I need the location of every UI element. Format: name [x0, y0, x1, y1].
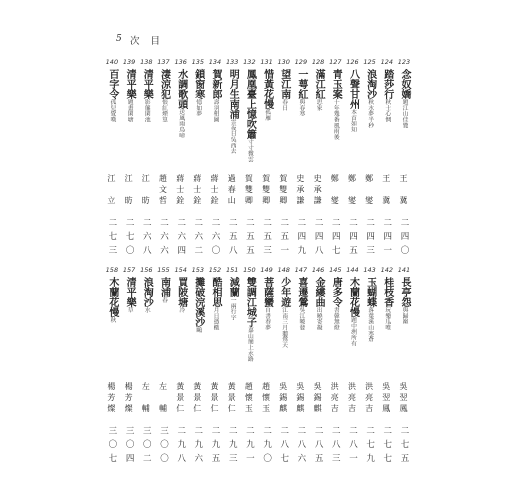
entry-author: 江立: [106, 174, 116, 204]
entry-title: 鳳凰臺上憶吹簫: [244, 69, 256, 139]
entry-author: 趙懷玉: [244, 382, 254, 412]
entry-subtitle: 月日憑檻: [212, 307, 218, 331]
toc-entry: [396, 266, 412, 471]
entry-title-block: [191, 69, 205, 173]
entry-subtitle: 秋士心惆: [383, 99, 390, 123]
entry-title: 望江南: [278, 69, 290, 99]
toc-entry: [362, 266, 378, 471]
entry-title-block: [208, 69, 222, 173]
entry-number: 142: [380, 266, 393, 274]
entry-number: 152: [208, 266, 222, 274]
toc-entry: [138, 266, 154, 471]
entry-title: 淒涼犯: [158, 69, 170, 99]
entry-number: 150: [243, 266, 256, 274]
entry-page: 二七三: [106, 218, 117, 254]
entry-page: 二八六: [295, 426, 306, 462]
entry-title-block: [311, 69, 325, 173]
entry-title: 唐多令: [330, 277, 342, 307]
entry-page: 二八七: [278, 426, 289, 462]
entry-title: 惜黃花慢: [261, 69, 273, 109]
entry-page: 二六〇: [210, 218, 220, 254]
entry-title: 鎖窗寒: [192, 69, 204, 99]
entry-number: 123: [397, 58, 411, 66]
entry-author: 過春山: [227, 174, 237, 204]
entry-subtitle: 嘉山簡上水路: [246, 327, 253, 362]
entry-author: 史承謙: [313, 174, 323, 204]
entry-number: 153: [191, 266, 204, 274]
entry-author: 賀雙卿: [244, 174, 254, 204]
entry-title: 木蘭花慢: [106, 277, 118, 317]
entry-title-block: [328, 69, 342, 173]
entry-title-block: [328, 277, 342, 381]
entry-author: 吳錫麒: [295, 382, 305, 412]
entry-subtitle: 江南三月聽鶯天: [280, 307, 287, 348]
entry-author: 洪亮吉: [330, 382, 340, 412]
entry-title: 南浦: [158, 277, 170, 297]
entry-author: 左輔: [141, 382, 151, 412]
entry-title: 清平樂: [141, 69, 153, 99]
entry-page: 二六二: [192, 218, 203, 254]
entry-page: 二九一: [244, 426, 255, 462]
entry-author: 蔣士銓: [175, 174, 185, 204]
entry-title: 八聲甘州: [347, 69, 359, 109]
entry-subtitle: 十年幾番風雨後: [332, 99, 339, 140]
toc-entry: [104, 266, 120, 471]
entry-author: 吳翌鳳: [399, 382, 408, 412]
entry-title-block: [346, 277, 360, 381]
entry-author: 洪亮吉: [364, 382, 374, 412]
entry-title: 喜遷鶯: [295, 277, 307, 307]
entry-number: 132: [243, 58, 256, 66]
entry-page: 二九五: [210, 426, 220, 462]
toc-section-upper: [0, 58, 520, 268]
entry-title-block: [225, 69, 239, 173]
entry-author: 黃景仁: [227, 382, 237, 412]
page-title: 次 目: [130, 36, 165, 47]
entry-title-block: [363, 277, 377, 381]
entry-number: 144: [346, 266, 359, 274]
entry-page: 二七〇: [124, 218, 135, 254]
entry-title-block: [277, 277, 291, 381]
entry-title-block: [122, 69, 136, 173]
entry-page: 二五八: [227, 218, 238, 254]
entry-subtitle: 孤雁: [263, 109, 270, 121]
entry-subtitle: 題中洲所有: [349, 317, 356, 346]
entry-subtitle: 冷: [177, 307, 184, 313]
entry-page: 二五三: [261, 218, 272, 254]
entry-author: 趙文哲: [158, 174, 168, 204]
entry-title: 菩薩蠻: [261, 277, 273, 307]
entry-title: 長亭怨: [399, 277, 410, 307]
entry-title-block: [277, 69, 291, 173]
entry-title: 賀新郎: [210, 69, 221, 99]
toc-entry: [156, 266, 172, 471]
toc-entry: [293, 266, 309, 471]
entry-title: 青玉案: [330, 69, 342, 99]
entry-page: 二四五: [347, 218, 358, 254]
entry-number: 154: [174, 266, 187, 274]
entry-title-block: [260, 69, 274, 173]
entry-title-block: [380, 69, 394, 173]
entry-subtitle: 自書春夢: [263, 307, 270, 331]
entry-page: 二八一: [347, 426, 358, 462]
entry-subtitle: 一兩行字: [229, 297, 236, 321]
entry-title: 木蘭花慢: [347, 277, 359, 317]
entry-title-block: [260, 277, 274, 381]
entry-page: 二六四: [175, 218, 186, 254]
toc-entry: [293, 58, 309, 263]
entry-subtitle: 與歸巔: [401, 307, 407, 325]
toc-entry: [276, 266, 292, 471]
entry-page: 二四一: [381, 218, 392, 254]
toc-entry: [104, 58, 120, 263]
entry-subtitle: 玩樂瓜唯: [383, 307, 390, 331]
entry-number: 128: [311, 58, 325, 66]
entry-number: 125: [363, 58, 376, 66]
entry-number: 136: [174, 58, 187, 66]
entry-subtitle: 秋: [108, 317, 115, 323]
entry-title: 一萼紅: [295, 69, 307, 99]
entry-page: 二七七: [381, 426, 392, 462]
entry-subtitle: 悵紅煙篁: [160, 99, 167, 123]
toc-entry: [224, 58, 240, 263]
entry-title: 攤破浣溪沙: [192, 277, 204, 327]
entry-page: 三〇七: [106, 426, 117, 462]
entry-title-block: [363, 69, 377, 173]
entry-number: 157: [122, 266, 136, 274]
entry-number: 158: [105, 266, 119, 274]
toc-entry: [138, 58, 154, 263]
toc-entry: [310, 58, 326, 263]
entry-author: 吳翌鳳: [381, 382, 391, 412]
entry-title-block: [294, 277, 308, 381]
entry-page: 二四八: [313, 218, 324, 254]
entry-author: 黃景仁: [192, 382, 202, 412]
toc-entry: [190, 266, 206, 471]
entry-subtitle: 落葉溪山寒蒼: [366, 307, 373, 342]
toc-entry: [207, 266, 223, 471]
toc-entry: [327, 58, 343, 263]
entry-author: 黃景仁: [175, 382, 185, 412]
entry-page: 二七九: [364, 426, 375, 462]
entry-number: 135: [191, 58, 204, 66]
entry-number: 138: [140, 58, 153, 66]
entry-number: 151: [225, 266, 239, 274]
entry-title: 百字令: [106, 69, 118, 99]
entry-number: 124: [380, 58, 393, 66]
entry-page: 二六八: [141, 218, 152, 254]
entry-author: 楊芳燦: [106, 382, 116, 412]
toc-entry: [396, 58, 412, 263]
entry-subtitle: 雲夜日吳西去: [229, 119, 236, 154]
entry-subtitle: 書韓無燈: [332, 307, 339, 331]
entry-title: 酷相思: [210, 277, 221, 307]
entry-number: 131: [260, 58, 273, 66]
entry-author: 鄭燮: [364, 174, 374, 204]
entry-author: 楊芳燦: [124, 382, 134, 412]
toc-entry: [224, 266, 240, 471]
entry-title: 明月生南浦: [227, 69, 239, 119]
entry-author: 史承謙: [295, 174, 305, 204]
entry-page: 二四三: [364, 218, 375, 254]
entry-author: 賀雙卿: [278, 174, 288, 204]
entry-subtitle: 思家: [315, 99, 322, 111]
entry-author: 黃景仁: [210, 382, 219, 412]
entry-title: 雙調江城子: [244, 277, 256, 327]
entry-subtitle: 題江山佳覽: [401, 99, 407, 128]
entry-page: 二四七: [330, 218, 341, 254]
entry-page: 二五五: [244, 218, 255, 254]
entry-subtitle: 寸寸微雲: [246, 139, 253, 163]
entry-title: 少年遊: [278, 277, 290, 307]
entry-page: 二八五: [313, 426, 324, 462]
entry-number: 146: [311, 266, 325, 274]
entry-subtitle: 送風雨鳥啼: [177, 109, 184, 138]
toc-entry: [362, 58, 378, 263]
entry-title: 念奴嬌: [399, 69, 410, 99]
entry-title-block: [311, 277, 325, 381]
entry-subtitle: 本首如知: [349, 109, 356, 133]
entry-author: 蔣士銓: [210, 174, 219, 204]
entry-subtitle: 題畫閑塘: [126, 99, 133, 123]
entry-title-block: [105, 69, 119, 173]
entry-number: 129: [294, 58, 308, 66]
entry-title-block: [397, 277, 411, 381]
entry-author: 江昉: [124, 174, 134, 204]
entry-subtitle: 草: [126, 307, 133, 313]
entry-author: 王冀: [381, 174, 391, 204]
toc-entry: [259, 266, 275, 471]
toc-entry: [190, 58, 206, 263]
entry-title-block: [139, 69, 153, 173]
entry-subtitle: 壽羽相圖: [212, 99, 218, 123]
entry-title-block: [397, 69, 411, 173]
entry-number: 145: [329, 266, 342, 274]
entry-title: 滿江紅: [313, 69, 325, 99]
entry-title-block: [208, 277, 222, 381]
entry-subtitle: 鷗: [194, 327, 201, 333]
entry-author: 吳錫麒: [278, 382, 288, 412]
entry-number: 127: [329, 58, 342, 66]
entry-title-block: [380, 277, 394, 381]
entry-title: 浪淘沙: [141, 277, 153, 307]
toc-entry: [327, 266, 343, 471]
entry-number: 147: [294, 266, 308, 274]
entry-author: 王冀: [399, 174, 408, 204]
toc-entry: [259, 58, 275, 263]
entry-title-block: [242, 69, 256, 173]
entry-title-block: [105, 277, 119, 381]
entry-title-block: [157, 69, 171, 173]
entry-title-block: [122, 277, 136, 381]
toc-section-lower: [0, 266, 520, 476]
entry-number: 134: [208, 58, 222, 66]
entry-title-block: [174, 69, 188, 173]
entry-subtitle: 春日: [280, 99, 287, 111]
entry-subtitle: 水: [143, 307, 150, 313]
entry-page: 二六六: [158, 218, 169, 254]
toc-entry: [173, 58, 189, 263]
entry-author: 鄭燮: [330, 174, 340, 204]
toc-entry: [241, 58, 257, 263]
entry-title: 浪淘沙: [364, 69, 376, 99]
entry-title: 水調歌頭: [175, 69, 187, 109]
entry-title: 金縷曲: [313, 277, 325, 307]
entry-author: 趙懷玉: [261, 382, 271, 412]
entry-title-block: [225, 277, 239, 381]
entry-page: 二四〇: [399, 218, 409, 254]
entry-number: 137: [157, 58, 170, 66]
entry-title-block: [174, 277, 188, 381]
entry-page: 二九〇: [261, 426, 272, 462]
entry-page: 二九三: [227, 426, 238, 462]
entry-page: 二八三: [330, 426, 341, 462]
entry-number: 141: [397, 266, 411, 274]
entry-subtitle: 春: [160, 297, 167, 303]
entry-title: 玉蝴蝶: [364, 277, 376, 307]
entry-page: 三〇〇: [158, 426, 169, 462]
toc-entry: [207, 58, 223, 263]
entry-title: 減蘭: [227, 277, 239, 297]
toc-entry: [345, 266, 361, 471]
entry-title: 買陂塘: [175, 277, 187, 307]
entry-page: 二九八: [175, 426, 186, 462]
entry-author: 吳錫麒: [313, 382, 323, 412]
entry-title: 清平樂: [124, 69, 136, 99]
entry-title-block: [346, 69, 360, 173]
entry-author: 鄭燮: [347, 174, 357, 204]
entry-number: 126: [346, 58, 359, 66]
entry-number: 148: [277, 266, 290, 274]
entry-number: 140: [105, 58, 119, 66]
entry-page: 二七五: [399, 426, 409, 462]
entry-title: 桂枝香: [381, 277, 393, 307]
page-number: 5: [116, 34, 122, 44]
toc-entry: [276, 58, 292, 263]
toc-entry: [156, 58, 172, 263]
entry-page: 二九六: [192, 426, 203, 462]
entry-title-block: [294, 69, 308, 173]
entry-number: 139: [122, 58, 136, 66]
entry-author: 洪亮吉: [347, 382, 357, 412]
entry-title: 清平樂: [124, 277, 136, 307]
entry-number: 133: [225, 58, 239, 66]
entry-page: 二五一: [278, 218, 289, 254]
entry-page: 三〇四: [124, 426, 135, 462]
toc-entry: [379, 58, 395, 263]
entry-title-block: [157, 277, 171, 381]
entry-page: 三〇二: [141, 426, 152, 462]
toc-entry: [121, 266, 137, 471]
entry-subtitle: 憶如夢: [194, 99, 201, 117]
entry-author: 賀雙卿: [261, 174, 271, 204]
entry-subtitle: 孤兒覺嘆: [108, 99, 115, 123]
entry-number: 155: [157, 266, 170, 274]
toc-entry: [310, 266, 326, 471]
toc-entry: [241, 266, 257, 471]
entry-subtitle: 出曉寄凝: [315, 307, 322, 331]
entry-subtitle: 影簾閑池: [143, 99, 150, 123]
toc-entry: [173, 266, 189, 471]
entry-page: 二四九: [295, 218, 306, 254]
entry-subtitle: 秋水夢半秒: [366, 99, 373, 128]
entry-number: 156: [140, 266, 153, 274]
entry-subtitle: 與春寒: [297, 99, 304, 117]
entry-subtitle: 吳江曉發: [297, 307, 304, 331]
entry-author: 蔣士銓: [192, 174, 202, 204]
entry-title-block: [139, 277, 153, 381]
entry-number: 149: [260, 266, 273, 274]
entry-title-block: [242, 277, 256, 381]
entry-number: 143: [363, 266, 376, 274]
entry-author: 左輔: [158, 382, 168, 412]
toc-entry: [345, 58, 361, 263]
entry-number: 130: [277, 58, 290, 66]
entry-title-block: [191, 277, 205, 381]
toc-entry: [121, 58, 137, 263]
entry-author: 江昉: [141, 174, 151, 204]
toc-entry: [379, 266, 395, 471]
entry-title: 踏莎行: [381, 69, 393, 99]
